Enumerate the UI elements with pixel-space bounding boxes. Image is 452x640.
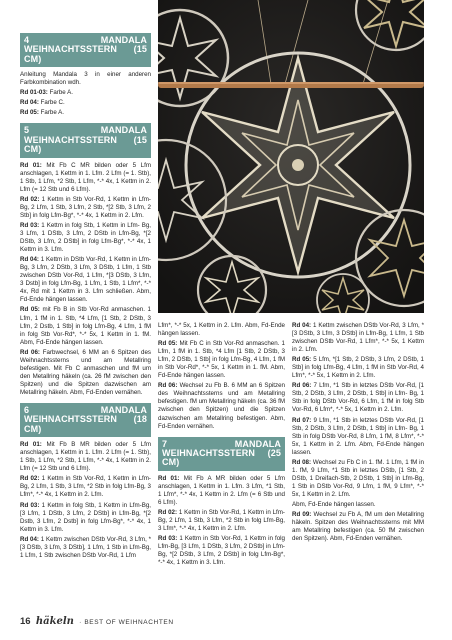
section-7-continued bbox=[292, 322, 424, 543]
magazine-subtitle: · BEST OF WEIHNACHTEN bbox=[79, 619, 174, 626]
instruction-round bbox=[20, 99, 151, 107]
left-column bbox=[20, 30, 151, 562]
round-label: Rd 09: bbox=[292, 511, 312, 519]
round-text: 1 Kettm in DStb Vor-Rd, 1 Kettm in Lfm-Bg, 3 Lfm, 2 DStb, 3 Lfm, 3 DStb, 1 Lfm, 1 Stb zwischen DStb Vor-Rd, 1 Lfm, *[3 DStb, 3 Lfm, 3 Dstb] in folg Lfm-Bg, 1 Lfm, 1 Stb, 1 Lfm*, *-* 4x, Rd mit 1 Kettm in 3. Lfm schließen. Abm, Fd-Ende hängen lassen. bbox=[20, 256, 151, 304]
round-label: Rd 06: bbox=[158, 382, 178, 390]
round-label: Rd 02: bbox=[20, 475, 40, 483]
instruction-round bbox=[292, 511, 424, 543]
instruction-round bbox=[292, 417, 424, 457]
instruction-round bbox=[158, 509, 285, 533]
round-text: 1 Kettm in folg Stb, 1 Kettm in Lfm- Bg, 3 Lfm, 1 DStb, 3 Lfm, 2 DStb in Lfm-Bg, *[2 DStb, 3 Lfm, 2 DStb] in folg Lfm-Bg*, *-* 4x, 1 Kettm in 3. Lfm. bbox=[20, 222, 152, 254]
section-5-rounds bbox=[20, 162, 151, 397]
round-text: 1 Kettm in Stb Vor-Rd, 1 Kettm in Lfm-Bg, 2 Lfm, 1 Stb, 3 Lfm, *2 Stb in folg Lfm-Bg, 3 Lfm*, *-* 4x, 1 Kettm in 2. Lfm. bbox=[158, 509, 285, 533]
round-text: 9 Lfm, *1 Stb in letztes DStb Vor-Rd, [1 Stb, 2 DStb, 3 Lfm, 2 DStb, 1 Stb] in Lfm- Bg, 1 Stb in folg DStb Vor-Rd, 8 Lfm, 1 fM, 8 Lfm*, *-* 5x, 1 Kettm in 2. Lfm. Abm, Fd-Ende hängen lassen. bbox=[292, 416, 424, 456]
round-label: Rd 04: bbox=[20, 256, 39, 264]
instruction-round bbox=[20, 109, 151, 117]
round-text: Mit Fb C in Stb Vor-Rd anmaschen. 1 Lfm, 1 fM in 1. Stb, *4 Lfm [1 Stb, 2 DStb, 3 Lfm, 2 DStb, 1 Stb] in folg Lfm-Bg, 4 Lfm, 1 fM in Stb Vor-Rd*, *-* 5x, 1 Kettm in 1. fM. Abm, Fd-Ende hängen lassen. bbox=[158, 340, 285, 380]
mandala-photo bbox=[158, 0, 424, 313]
round-label: Rd 04: bbox=[292, 322, 312, 329]
round-text: 1 Kettm zwischen DStb Vor-Rd, 3 Lfm, *[3 DStb, 3 Lfm, 3 DStb] in Lfm-Bg, 1 Lfm, 1 Stb zwischen DStb Vor-Rd, 1 Lfm*, *-* 5x, 1 Kettm in 2. Lfm. bbox=[292, 322, 424, 354]
section-4-intro: Anleitung Mandala 3 in einer anderen Farbkombination wdh. bbox=[20, 71, 151, 87]
round-text: 1 Kettm zwischen DStb Vor-Rd, 3 Lfm, *[3 DStb, 3 Lfm, 3 DStb], 1 Lfm, 1 Stb in Lfm-Bg, 1 Lfm, 1 Stb zwischen DStb Vor-Rd, 1 Lfm bbox=[20, 535, 151, 559]
instruction-round bbox=[20, 349, 151, 397]
round-text: 1 Kettm in Stb Vor-Rd, 1 Kettm in folg Lfm-Bg, [3 Lfm, 1 DStb, 3 Lfm, 2 DStb] in Lfm-Bg, *[2 DStb, 3 Lfm, 2 DStb] in folg Lfm-Bg*, *-* 4x, 1 Kettm in 3. Lfm. bbox=[158, 535, 285, 567]
round-label: Rd 04: bbox=[20, 535, 39, 543]
round-text: Wechsel zu Fb B. 6 MM an 6 Spitzen des Weihnachtssterns und am Metallring befestigen. fM um Metallring häkeln (ca. 36 fM zwischen den Spitzen) und die Spitzen dazwischen am Metallring befestigen. Abm, Fd-Enden vernähen. bbox=[158, 382, 285, 430]
instruction-round bbox=[158, 340, 285, 380]
section-6-continued bbox=[158, 322, 285, 431]
section-7-rounds bbox=[158, 475, 285, 568]
instruction-round bbox=[292, 382, 424, 414]
instruction-round bbox=[20, 196, 151, 220]
round-label: Rd 05: bbox=[20, 306, 40, 314]
round-label: Rd 07: bbox=[292, 416, 312, 424]
round-text: Lfm*, *-* 5x, 1 Kettm in 2. Lfm. Abm, Fd-Ende hängen lassen. bbox=[158, 322, 285, 338]
round-label: Rd 01-03: bbox=[20, 89, 48, 97]
instruction-round bbox=[20, 256, 151, 304]
round-text: Mit Fb C MR bilden oder 5 Lfm anschlagen, 1 Kettm in 1. Lfm. 2 Lfm (= 1. Stb), 1 Stb, 1 Lfm, *2 Stb, 1 Lfm, *-* 4x, 1 Kettm in 2. Lfm (= 12 Stb und 6 Lfm). bbox=[20, 161, 151, 193]
section-5-heading: 5 MANDALA WEIHNACHTSSTERN (15 CM) bbox=[20, 123, 151, 157]
round-label: Rd 08: bbox=[292, 458, 312, 466]
instruction-round bbox=[158, 382, 285, 430]
right-column bbox=[292, 322, 424, 545]
round-label: Rd 04: bbox=[20, 99, 39, 107]
round-text: Farbwechsel, 6 MM an 6 Spitzen des Weihnachtssterns und am Metallring befestigen. Mit Fb C anmaschen und fM um den Metallring häkeln (ca. 26 fM zwischen den Spitzen) und die Spitzen dazwischen am Metallring häkeln. Abm, Fd-Enden vernähen. bbox=[20, 348, 151, 396]
section-6-rounds bbox=[20, 441, 151, 560]
round-label: Rd 02: bbox=[158, 509, 178, 517]
round-label: Rd 05: bbox=[292, 356, 312, 364]
mandala-illustration bbox=[158, 0, 424, 313]
round-text: Farbe C. bbox=[38, 99, 65, 107]
magazine-brand: häkeln bbox=[35, 616, 74, 627]
section-6-heading: 6 MANDALA WEIHNACHTSSTERN (18 CM) bbox=[20, 403, 151, 437]
round-text: Wechsel zu Fb C in 1. fM. 1 Lfm, 1 fM in 1. fM, 9 Lfm, *1 Stb in letztes DStb, [1 Stb, 2 DStb, 1 Dreifach-Stb, 2 DStb, 1 Stb] in Lfm-Bg, 1 Stb in DStb Vor-Rd, 9 Lfm, 1 fM, 9 Lfm*, *-* 5x, 1 Kettm in 2. Lfm. bbox=[292, 458, 424, 498]
instruction-round bbox=[158, 475, 285, 507]
round-label: Rd 02: bbox=[20, 195, 40, 203]
instruction-round bbox=[292, 459, 424, 499]
instruction-round bbox=[292, 322, 424, 354]
round-text: Mit Fb B MR bilden oder 5 Lfm anschlagen, 1 Kettm in 1. Lfm. 2 Lfm (= 1. Stb), 1 Stb, 1 Lfm, *2 Stb, 1 Lfm, *-* 4x, 1 Kettm in 2. Lfm (= 12 Stb und 6 Lfm). bbox=[20, 441, 151, 473]
round-label: Rd 01: bbox=[20, 441, 42, 449]
round-text: Farbe A. bbox=[47, 89, 73, 97]
round-text: 1 Kettm in Stb Vor-Rd, 1 Kettm in Lfm-Bg, 2 Lfm, 1 Stb, 3 Lfm, *2 Stb in folg Lfm-Bg, 3 Lfm*, *-* 4x, 1 Kettm in 2. Lfm. bbox=[20, 475, 151, 499]
instruction-round bbox=[20, 306, 151, 346]
round-label: Rd 06: bbox=[20, 348, 40, 356]
round-label: Rd 05: bbox=[20, 109, 39, 117]
instruction-round bbox=[20, 475, 151, 499]
section-4-heading: 4 MANDALA WEIHNACHTSSTERN (15 CM) bbox=[20, 33, 151, 67]
page-number: 16 bbox=[20, 616, 31, 627]
round-text: 7 Lfm, *1 Stb in letztes DStb Vor-Rd, [1 Stb, 2 DStb, 3 Lfm, 2 DStb, 1 Stb] in Lfm- Bg, 1 Stb in folg DStb Vor-Rd, 6 Lfm, 1 fM in folg Stb Vor-Rd, 6 Lfm*, *-* 5x, 1 Kettm in 2. Lfm. bbox=[292, 382, 424, 414]
round-label: Rd 01: bbox=[20, 161, 42, 169]
instruction-round bbox=[158, 322, 285, 338]
middle-column bbox=[158, 322, 285, 569]
round-text: mit Fb B in Stb Vor-Rd anmaschen. 1 Lfm, 1 fM in 1. Stb, *4 Lfm, [1 Stb, 2 DStb, 3 Lfm, 2 Dstb, 1 Stb] in folg Lfm-Bg, 4 Lfm, 1 fM in folg Stb Vor-Rd*, *-* 5x, 1 Kettm in 1. fM. Abm, Fd-Ende hängen lassen. bbox=[20, 306, 151, 346]
instruction-round bbox=[20, 502, 151, 534]
round-text: Wechsel zu Fb A, fM um den Metallring häkeln. Spitzen des Weihnachtssterns mit MM am Metallring befestigen (ca. 50 fM zwischen den Spitzen). Abm, Fd-Enden vernähen. bbox=[292, 511, 424, 543]
round-label: Rd 03: bbox=[20, 501, 40, 509]
round-label: Rd 05: bbox=[158, 340, 178, 348]
round-text: Farbe A. bbox=[38, 109, 65, 117]
round-text: Abm, Fd-Ende hängen lassen. bbox=[292, 500, 376, 508]
instruction-round bbox=[20, 536, 151, 560]
round-label: Rd 06: bbox=[292, 382, 312, 390]
instruction-round bbox=[20, 89, 151, 97]
round-text: Mit Fb A MR bilden oder 5 Lfm anschlagen, 1 Kettm in 1. Lfm. 3 Lfm, *1 Stb, 1 Lfm*, *-* 4x, 1 Kettm in 2. Lfm (= 6 Stb und 6 Lfm). bbox=[158, 474, 285, 506]
instruction-round bbox=[292, 501, 424, 509]
round-label: Rd 03: bbox=[158, 535, 178, 543]
round-text: 5 Lfm, *[1 Stb, 2 DStb, 3 Lfm, 2 DStb, 1 Stb] in folg Lfm-Bg, 4 Lfm, 1 fM in Stb Vor-Rd, 4 Lfm*, *-* 5x, 1 Kettm in 2. Lfm. bbox=[292, 356, 424, 380]
instruction-round bbox=[20, 162, 151, 194]
round-text: 1 Kettm in Stb Vor-Rd, 1 Kettm in Lfm-Bg, 2 Lfm, 1 Stb, 3 Lfm, 2 Stb, *[2 Stb, 3 Lfm, 2 Stb] in folg Lfm-Bg*, *-* 4x, 1 Kettm in 2. Lfm. bbox=[20, 195, 151, 219]
section-7-heading: 7 MANDALA WEIHNACHTSSTERN (25 CM) bbox=[158, 437, 285, 471]
instruction-round bbox=[20, 441, 151, 473]
page-footer bbox=[20, 616, 174, 627]
round-label: Rd 01: bbox=[158, 474, 180, 482]
instruction-round bbox=[20, 222, 151, 254]
section-4-colors bbox=[20, 89, 151, 117]
round-text: 1 Kettm in folg Stb, 1 Kettm in Lfm-Bg, [3 Lfm, 1 DStb, 3 Lfm, 2 DStb] in Lfm-Bg, *[2 Dstb, 3 Lfm, 2 Dstb] in folg Lfm-Bg*, *-* 4x, 1 Kettm in 3. Lfm. bbox=[20, 501, 152, 533]
instruction-round bbox=[158, 535, 285, 567]
instruction-round bbox=[292, 356, 424, 380]
round-label: Rd 03: bbox=[20, 222, 40, 229]
